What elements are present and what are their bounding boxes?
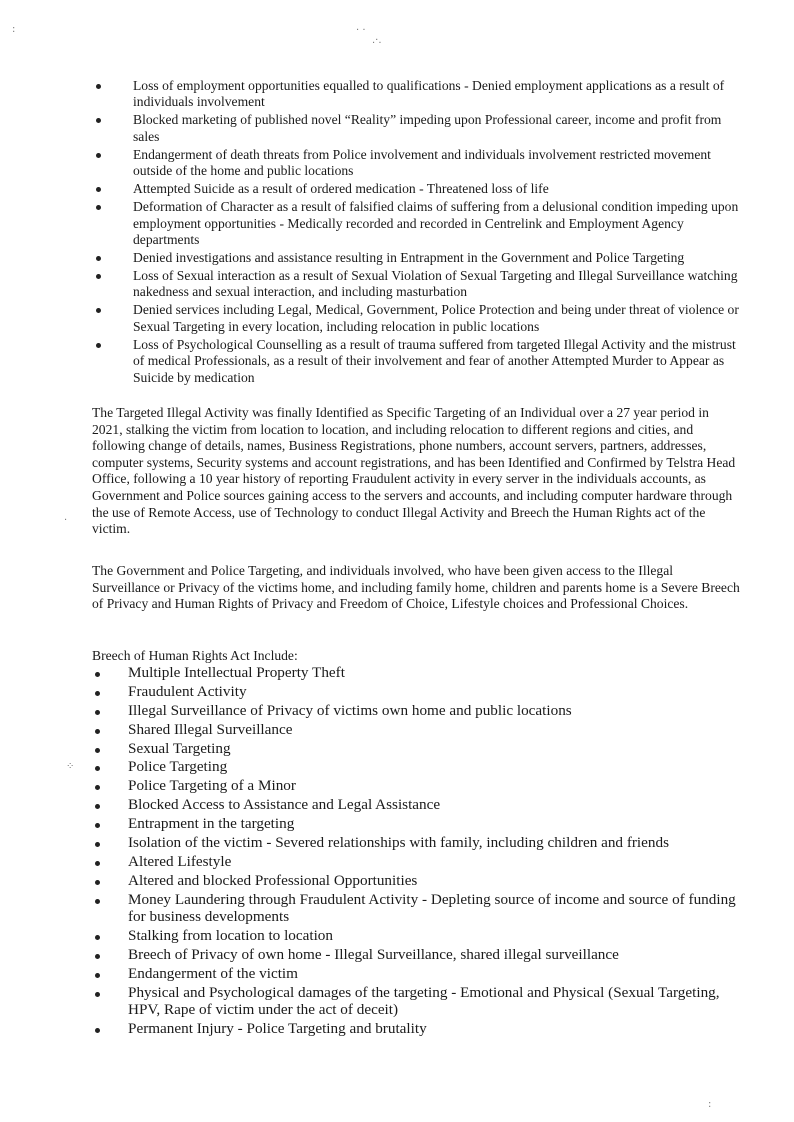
list-item: Illegal Surveillance of Privacy of victims own home and public locations xyxy=(92,702,742,720)
scan-speck: : xyxy=(708,1099,712,1110)
list-item: Endangerment of the victim xyxy=(92,965,742,983)
list-item: Denied services including Legal, Medical, Government, Police Protection and being under threat of violence or Sexual Targeting in every location, including relocation in public locations xyxy=(92,302,742,335)
scan-speck: ⁘ xyxy=(66,761,75,772)
list-item: Fraudulent Activity xyxy=(92,683,742,701)
list-item: Sexual Targeting xyxy=(92,740,742,758)
list-item: Police Targeting xyxy=(92,758,742,776)
list-item: Money Laundering through Fraudulent Activity - Depleting source of income and source of funding for business developments xyxy=(92,891,742,926)
list-item: Loss of Sexual interaction as a result of Sexual Violation of Sexual Targeting and Illegal Surveillance watching nakedness and sexual interaction, and including masturbation xyxy=(92,268,742,301)
list-item: Stalking from location to location xyxy=(92,927,742,945)
list-item: Shared Illegal Surveillance xyxy=(92,721,742,739)
list-item: Blocked Access to Assistance and Legal Assistance xyxy=(92,796,742,814)
scan-speck: · xyxy=(64,515,68,526)
list-item: Entrapment in the targeting xyxy=(92,815,742,833)
list-item: Loss of employment opportunities equalled to qualifications - Denied employment applications as a result of individuals involvement xyxy=(92,78,742,111)
list-item: Altered Lifestyle xyxy=(92,853,742,871)
list-item: Loss of Psychological Counselling as a result of trauma suffered from targeted Illegal Activity and the mistrust of medical Professionals, as a result of their involvement and fear of another Attempted Murder to Appear as Suicide by medication xyxy=(92,337,742,386)
scan-speck: .·. xyxy=(372,35,382,46)
list-item: Permanent Injury - Police Targeting and brutality xyxy=(92,1020,742,1038)
list-item: Multiple Intellectual Property Theft xyxy=(92,664,742,682)
list-item: Physical and Psychological damages of the targeting - Emotional and Physical (Sexual Targeting, HPV, Rape of victim under the act of deceit) xyxy=(92,984,742,1019)
losses-bullet-list xyxy=(92,78,742,388)
human-rights-bullet-list xyxy=(92,664,742,1039)
scan-speck: · · xyxy=(356,25,366,36)
human-rights-heading: Breech of Human Rights Act Include: xyxy=(92,648,298,663)
list-item: Breech of Privacy of own home - Illegal Surveillance, shared illegal surveillance xyxy=(92,946,742,964)
list-item: Denied investigations and assistance resulting in Entrapment in the Government and Police Targeting xyxy=(92,250,742,266)
paragraph-privacy-breech: The Government and Police Targeting, and individuals involved, who have been given access to the Illegal Surveillance or Privacy of the victims home, and including family home, children and parents home is a Severe Breech of Privacy and Human Rights of Privacy and Freedom of Choice, Lifestyle choices and Professional Choices. xyxy=(92,563,740,612)
list-item: Attempted Suicide as a result of ordered medication - Threatened loss of life xyxy=(92,181,742,197)
list-item: Blocked marketing of published novel “Reality” impeding upon Professional career, income and profit from sales xyxy=(92,112,742,145)
list-item: Police Targeting of a Minor xyxy=(92,777,742,795)
paragraph-targeted-activity: The Targeted Illegal Activity was finally Identified as Specific Targeting of an Individual over a 27 year period in 2021, stalking the victim from location to location, and including relocation to different regions and cities, and following change of details, names, Business Registrations, phone numbers, account servers, partners, addresses, computer systems, Security systems and account registrations, and has been Identified and Confirmed by Telstra Head Office, following a 10 year history of reporting Fraudulent activity in every server in the individuals accounts, as Government and Police sources gaining access to the servers and accounts, and including computer hardware through the use of Remote Access, use of Technology to conduct Illegal Activity and Breech the Human Rights act of the victim. xyxy=(92,405,736,537)
list-item: Deformation of Character as a result of falsified claims of suffering from a delusional condition impeding upon employment opportunities - Medically recorded and recorded in Centrelink and Employment Agency departments xyxy=(92,199,742,248)
list-item: Isolation of the victim - Severed relationships with family, including children and friends xyxy=(92,834,742,852)
list-item: Altered and blocked Professional Opportunities xyxy=(92,872,742,890)
list-item: Endangerment of death threats from Police involvement and individuals involvement restricted movement outside of the home and public locations xyxy=(92,147,742,180)
scan-speck: : xyxy=(12,24,16,35)
